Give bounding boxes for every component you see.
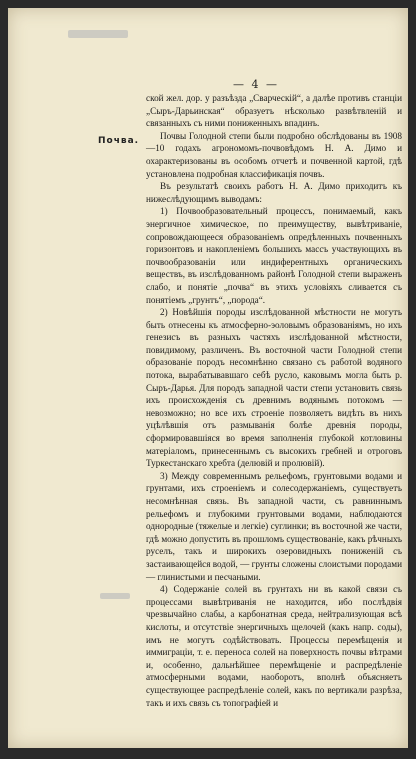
paragraph: 4) Содержаніе солей въ грунтахъ ни въ какой связи съ процессами вывѣтриванія не находится, ибо послѣдвія чрезвычайно слабы, а карбонатная среда, нейтрализующая всѣ кислоты, и отсутствіе энергичныхъ щелочей (какъ напр. соды), имъ не могутъ содѣйствовать. Процессы перемѣщенія и иммиграціи, т. е. переноса солей на поверхность почвы вѣтрами и, особенно, дальнѣйшее перемѣщеніе и распредѣленіе атмосферными водами, наоборотъ, вполнѣ объясняетъ существующее распредѣленіе солей, какъ по вертикали разрѣза, такъ и ихъ связь съ топографіей и: [146, 584, 402, 708]
bleed-through-mark: [100, 593, 130, 599]
paragraph: 2) Новѣйшія породы изслѣдованной мѣстности не могутъ быть отнесены къ атмосферно-эоловымъ образованіямъ, но ихъ генезисъ въ разныхъ частяхъ изслѣдованной мѣстности, повидимому, различенъ. Въ восточной части Голодной степи образованіе породъ несомнѣнно связано съ работой водяного потока, вырабатывавшаго себѣ русло, каковымъ могла быть р. Сыръ-Дарья. Для породъ западной части степи установить связь ихъ происхожденія съ древнимъ водянымъ потокомъ — невозможно; но все ихъ строеніе позволяетъ видѣть въ нихъ уцѣлѣвшія отъ размыванія болѣе древнія породы, сформировавшіяся во время заполненія глубокой котловины матеріаломъ, принесеннымъ съ высокихъ гребней и отроговъ Туркестанскаго хребта (делювій и пролювій).: [146, 307, 402, 469]
bleed-through-mark: [68, 30, 128, 38]
body-text: [146, 92, 402, 709]
paragraph: 1) Почвообразовательный процессъ, понимаемый, какъ энергичное химическое, по преимуществу, вывѣтриваніе, сопровождающееся образованіемъ опредѣленныхъ почвенныхъ горизонтовъ и накопленіемъ большихъ массъ участвующихъ въ почвообразованіи или индиферентныхъ органическихъ веществъ, въ изслѣдованномъ районѣ Голодной степи выраженъ слабо, и понятіе „почва“ въ этихъ условіяхъ сливается съ понятіемъ „грунтъ“, „порода“.: [146, 206, 402, 305]
paragraph: ской жел. дор. у разъѣзда „Сварческій“, а далѣе противъ станціи „Сыръ-Дарьинская“ образуетъ нѣсколько развѣтвленій и связанныхъ съ ними пониженныхъ впадинъ.: [146, 93, 402, 129]
book-page: [8, 8, 408, 748]
page-number: — 4 —: [233, 78, 279, 91]
paragraph: Почвы Голодной степи были подробно обслѣдованы въ 1908—10 годахъ агрономомъ-почвовѣдомъ Н. А. Димо и охарактеризованы въ особомъ отчетѣ и почвенной картой, гдѣ установлена подробная классификація почвъ.: [146, 130, 402, 179]
margin-heading: Почва.: [98, 136, 140, 146]
paragraph: 3) Между современнымъ рельефомъ, грунтовыми водами и грунтами, ихъ строеніемъ и солесодержаніемъ, существуетъ несомнѣнная связь. Въ западной части, съ равниннымъ рельефомъ и глубокими грунтовыми водами, наблюдаются однородные (тяжелые и легкіе) суглинки; въ восточной же части, гдѣ можно допустить въ прошломъ существованіе, какъ рѣчныхъ руселъ, такъ и широкихъ озеровидныхъ пониженій съ застаивающейся водой, — грунты сложены слоистыми породами — глинистыми и песчаными.: [146, 470, 402, 582]
paragraph: Въ результатѣ своихъ работъ Н. А. Димо приходитъ къ нижеслѣдующимъ выводамъ:: [146, 181, 402, 204]
